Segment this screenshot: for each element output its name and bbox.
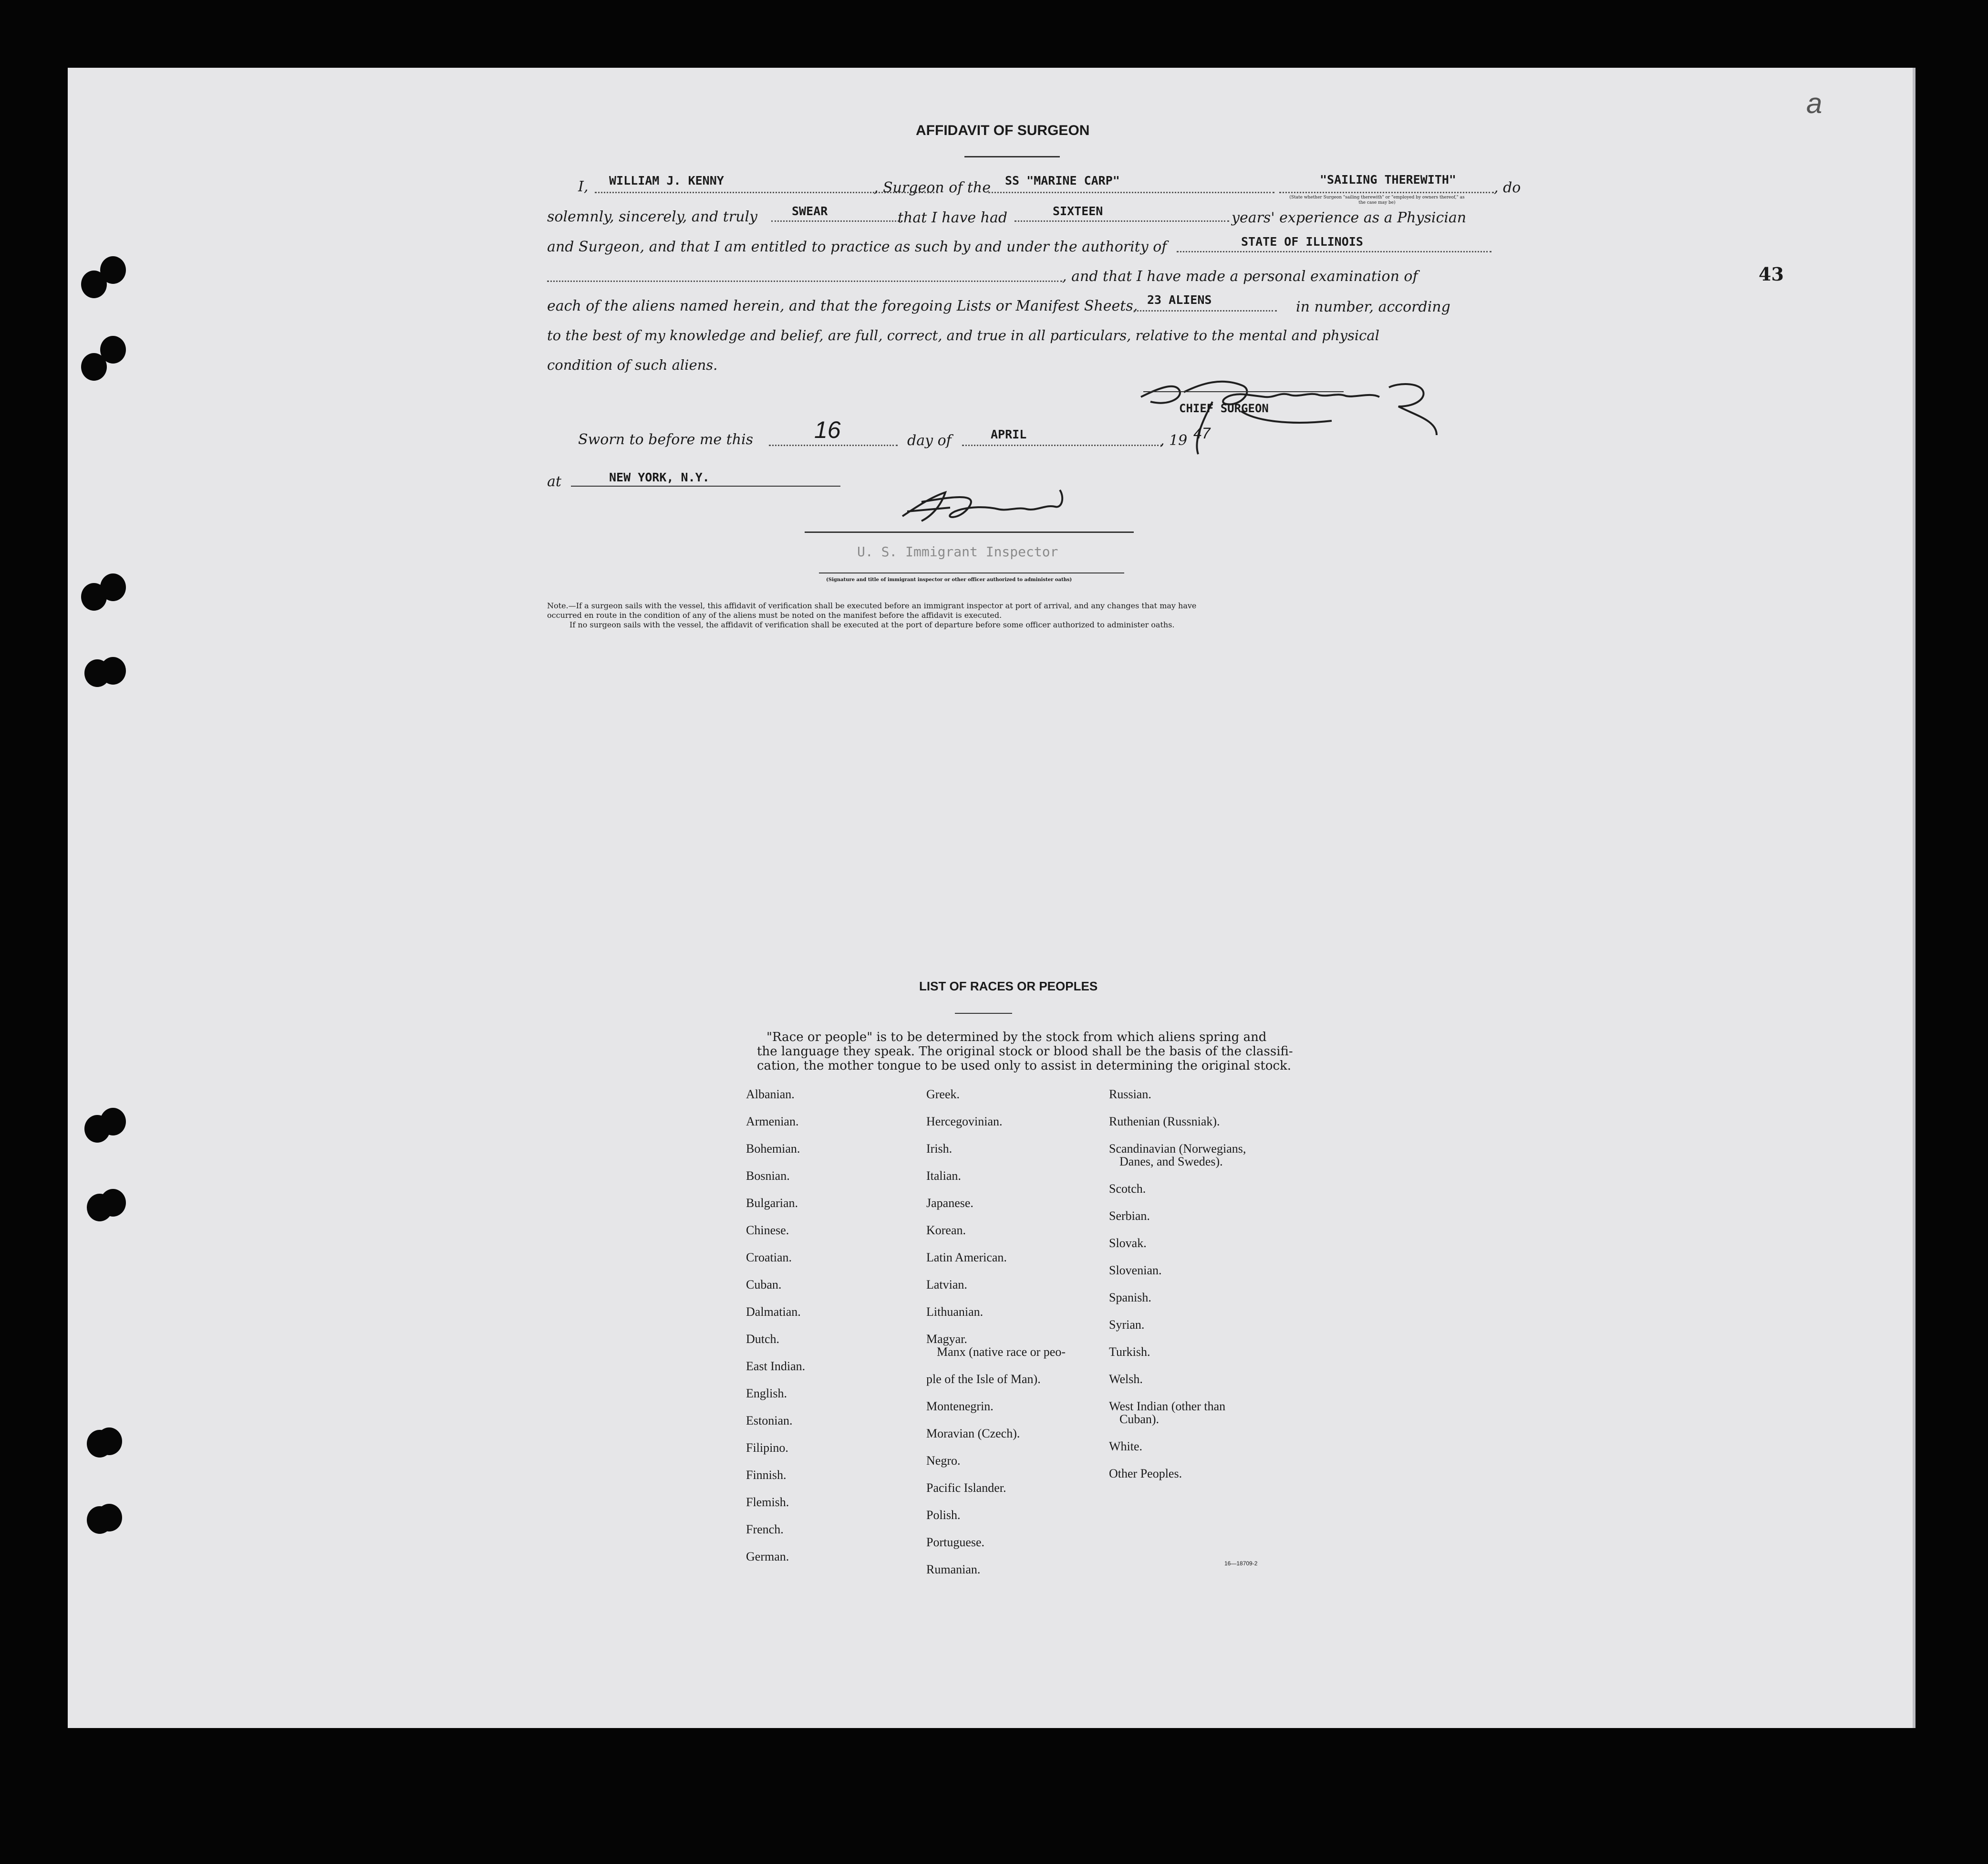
race-entry: Cuban).: [1119, 1412, 1160, 1426]
in-number-label: in number, according: [1296, 299, 1450, 315]
punch-hole: [81, 583, 107, 611]
races-intro: [757, 1030, 1329, 1073]
authority-field: STATE OF ILLINOIS: [1241, 235, 1363, 249]
month-field: APRIL: [991, 427, 1027, 441]
race-entry: Dalmatian.: [746, 1305, 801, 1319]
race-entry: Turkish.: [1109, 1345, 1150, 1359]
race-entry: Flemish.: [746, 1495, 789, 1509]
affidavit-title: AFFIDAVIT OF SURGEON: [916, 123, 1090, 138]
sworn-label: Sworn to before me this: [578, 431, 754, 448]
day-rule: [769, 445, 898, 446]
race-entry: Ruthenian (Russniak).: [1109, 1114, 1220, 1128]
punch-hole: [81, 353, 107, 381]
do-label: , do: [1494, 179, 1521, 196]
oath-rule: [771, 220, 902, 222]
day-field: 16: [814, 417, 841, 443]
signature-rule: [1143, 391, 1344, 392]
race-entry: Bosnian.: [746, 1169, 790, 1183]
sailing-status-field: "SAILING THEREWITH": [1320, 173, 1456, 187]
punch-hole: [87, 1430, 113, 1458]
at-label: at: [547, 473, 561, 490]
note-line-2: occurred en route in the condition of any of the aliens must be noted on the manifest before the affidavit is executed.: [547, 611, 1002, 620]
race-entry: Syrian.: [1109, 1318, 1145, 1332]
sailing-note: (State whether Surgeon "sailing therewith" or "employed by owners thereof," as the case may be): [1289, 195, 1465, 205]
race-entry: Other Peoples.: [1109, 1467, 1182, 1480]
race-entry: Negro.: [926, 1454, 961, 1468]
inspector-signature: [893, 478, 1093, 535]
race-entry: ple of the Isle of Man).: [926, 1372, 1041, 1386]
race-entry: Russian.: [1109, 1087, 1151, 1101]
year-prefix: , 19: [1160, 432, 1188, 449]
race-entry: Greek.: [926, 1087, 960, 1101]
best-label: to the best of my knowledge and belief, are full, correct, and true in all particulars, relative to the mental and physical: [547, 327, 1379, 344]
race-entry: Japanese.: [926, 1196, 973, 1210]
race-entry: Montenegrin.: [926, 1399, 994, 1413]
experience-label: years' experience as a Physician: [1232, 209, 1467, 226]
race-entry: Pacific Islander.: [926, 1481, 1006, 1495]
examination-label: , and that I have made a personal examination of: [1062, 268, 1418, 285]
oath-field: SWEAR: [792, 204, 828, 218]
race-entry: Scotch.: [1109, 1182, 1146, 1196]
surgeon-name-field: WILLIAM J. KENNY: [609, 174, 724, 187]
signature-title: CHIEF SURGEON: [1179, 402, 1269, 415]
corner-mark: a: [1806, 87, 1822, 119]
race-entry: West Indian (other than: [1109, 1399, 1226, 1413]
form-code: 16—18709-2: [1224, 1560, 1258, 1567]
race-entry: Albanian.: [746, 1087, 795, 1101]
place-rule: [571, 486, 840, 487]
vessel-field: SS "MARINE CARP": [1005, 174, 1120, 187]
years-field: SIXTEEN: [1053, 204, 1103, 218]
race-entry: Welsh.: [1109, 1372, 1143, 1386]
note-line-1: Note.—If a surgeon sails with the vessel, this affidavit of verification shall be executed before an immigrant inspector at port of arrival, and any changes that may have: [547, 601, 1197, 610]
race-entry: Chinese.: [746, 1223, 789, 1237]
race-entry: Dutch.: [746, 1332, 780, 1346]
race-entry: Hercegovinian.: [926, 1114, 1003, 1128]
race-entry: Armenian.: [746, 1114, 799, 1128]
race-entry: Croatian.: [746, 1250, 792, 1264]
day-of-label: day of: [907, 432, 952, 449]
race-entry: East Indian.: [746, 1359, 806, 1373]
intro-line-1: "Race or people" is to be determined by the stock from which aliens spring and: [766, 1030, 1267, 1044]
years-rule: [1015, 220, 1229, 222]
race-entry: Serbian.: [1109, 1209, 1150, 1223]
sailing-rule: [1279, 192, 1494, 193]
race-entry: German.: [746, 1550, 789, 1563]
races-column-1: [746, 1087, 805, 1577]
race-entry: Portuguese.: [926, 1535, 985, 1549]
race-entry: French.: [746, 1522, 784, 1536]
race-entry: White.: [1109, 1439, 1143, 1453]
title-rule: [964, 156, 1060, 157]
race-entry: Magyar.: [926, 1332, 967, 1346]
inspector-title: U. S. Immigrant Inspector: [857, 544, 1058, 560]
punch-hole: [84, 1115, 110, 1143]
race-entry: Italian.: [926, 1169, 961, 1183]
race-entry: Korean.: [926, 1223, 966, 1237]
inspector-caption: (Signature and title of immigrant inspector or other officer authorized to administer oaths): [826, 577, 1072, 583]
surgeon-signature: [1131, 368, 1475, 464]
intro-line-3: cation, the mother tongue to be used only to assist in determining the original stock.: [757, 1059, 1292, 1073]
races-column-2: [926, 1087, 1066, 1590]
surgeon-of-label: , Surgeon of the: [874, 179, 991, 196]
inspector-rule: [805, 531, 1134, 533]
aliens-field: 23 ALIENS: [1147, 293, 1212, 307]
punch-hole: [81, 271, 107, 298]
race-entry: Latin American.: [926, 1250, 1007, 1264]
race-entry: Manx (native race or peo-: [937, 1345, 1066, 1359]
vessel-rule: [988, 192, 1274, 193]
note-line-3: If no surgeon sails with the vessel, the affidavit of verification shall be executed at the port of departure before some officer authorized to administer oaths.: [569, 620, 1175, 629]
each-label: each of the aliens named herein, and that the foregoing Lists or Manifest Sheets,: [547, 298, 1138, 314]
race-entry: Finnish.: [746, 1468, 787, 1482]
race-entry: Scandinavian (Norwegians,: [1109, 1142, 1246, 1156]
i-label: I,: [578, 178, 589, 195]
month-rule: [962, 445, 1162, 446]
races-column-3: [1109, 1087, 1246, 1494]
race-entry: Polish.: [926, 1508, 961, 1522]
races-title-rule: [955, 1013, 1012, 1014]
race-entry: Irish.: [926, 1142, 953, 1156]
race-entry: Bohemian.: [746, 1142, 800, 1156]
condition-label: condition of such aliens.: [547, 357, 718, 373]
year-field: 47: [1193, 425, 1211, 442]
race-entry: Moravian (Czech).: [926, 1427, 1020, 1440]
intro-line-2: the language they speak. The original stock or blood shall be the basis of the classifi-: [757, 1044, 1293, 1059]
punch-hole: [87, 1506, 113, 1534]
and-surgeon-label: and Surgeon, and that I am entitled to practice as such by and under the authority of: [547, 239, 1167, 255]
authority-continuation-rule: [547, 281, 1062, 282]
race-entry: Filipino.: [746, 1441, 788, 1455]
aliens-rule: [1134, 310, 1277, 312]
race-entry: Estonian.: [746, 1414, 793, 1427]
race-entry: Bulgarian.: [746, 1196, 798, 1210]
races-title: LIST OF RACES OR PEOPLES: [919, 979, 1098, 993]
race-entry: Cuban.: [746, 1278, 782, 1291]
race-entry: Slovak.: [1109, 1236, 1147, 1250]
page-number: 43: [1759, 263, 1784, 285]
document-page: [68, 68, 1916, 1728]
authority-rule: [1177, 251, 1491, 252]
race-entry: English.: [746, 1386, 787, 1400]
race-entry: Lithuanian.: [926, 1305, 984, 1319]
punch-hole: [84, 659, 110, 687]
race-entry: Rumanian.: [926, 1562, 981, 1576]
race-entry: Danes, and Swedes).: [1119, 1155, 1223, 1168]
have-had-label: that I have had: [898, 209, 1008, 226]
punch-hole: [87, 1194, 113, 1221]
race-entry: Slovenian.: [1109, 1263, 1162, 1277]
place-field: NEW YORK, N.Y.: [609, 470, 710, 484]
race-entry: Latvian.: [926, 1278, 967, 1291]
solemnly-label: solemnly, sincerely, and truly: [547, 208, 758, 225]
race-entry: Spanish.: [1109, 1291, 1151, 1304]
